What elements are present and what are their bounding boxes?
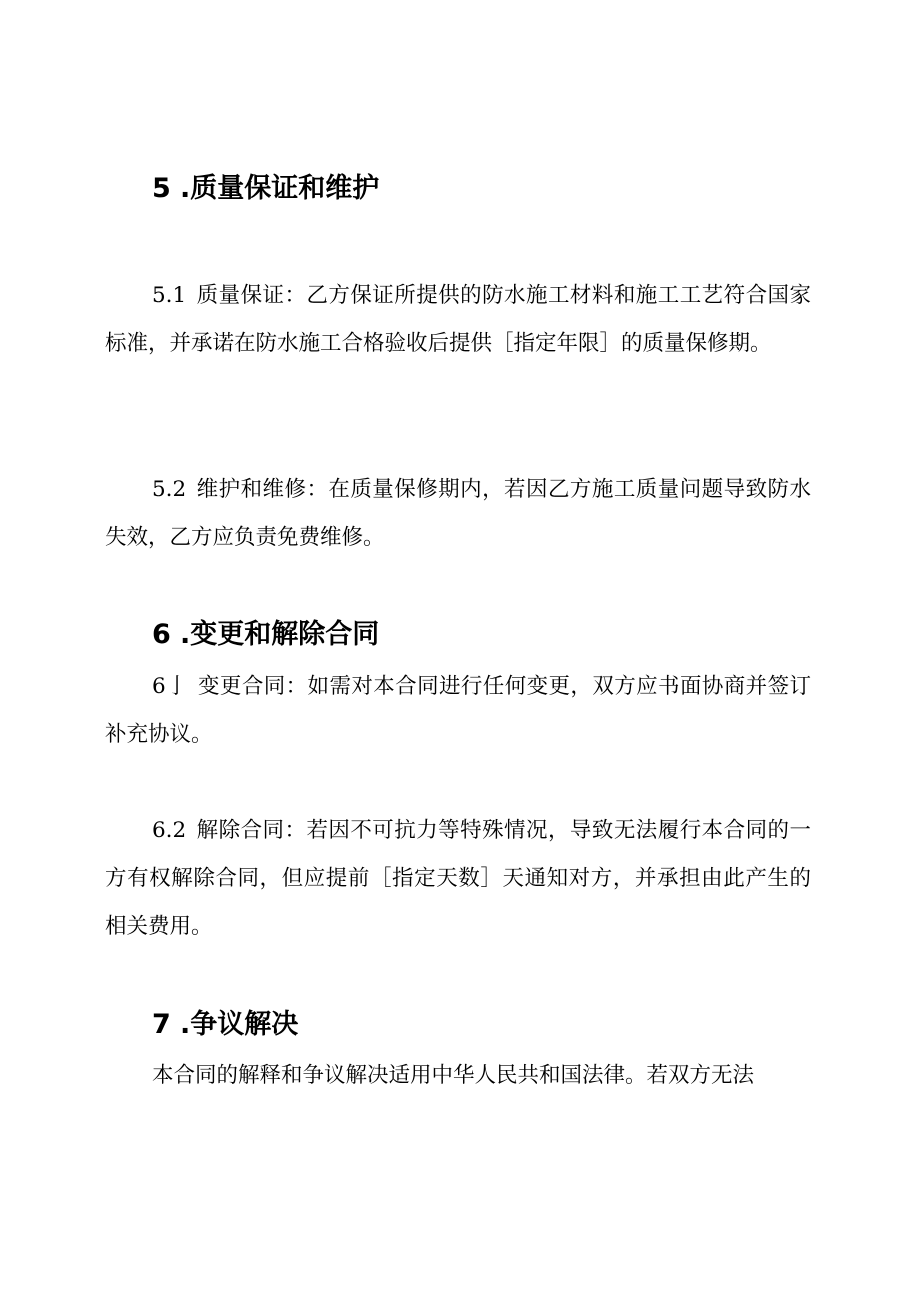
clause-text: 解除合同：若因不可抗力等特殊情况，导致无法履行本合同的一方有权解除合同，但应提前［指定天数］天通知对方，并承担由此产生的相关费用。 — [105, 818, 811, 939]
section-number: 5 — [152, 173, 171, 204]
paragraph-text: 本合同的解释和争议解决适用中华人民共和国法律。若双方无法 — [152, 1063, 755, 1088]
clause-number: 5.1 — [152, 283, 187, 308]
section-7-heading — [152, 1008, 298, 1042]
clause-text: 变更合同：如需对本合同进行任何变更，双方应书面协商并签订补充协议。 — [105, 674, 811, 747]
clause-text: 质量保证：乙方保证所提供的防水施工材料和施工工艺符合国家标准，并承诺在防水施工合格验收后提供［指定年限］的质量保修期。 — [105, 283, 811, 356]
section-title: .质量保证和维护 — [180, 173, 380, 204]
section-number: 6 — [152, 619, 171, 650]
section-5-heading — [152, 172, 379, 206]
section-title: .争议解决 — [180, 1009, 299, 1040]
clause-number: 6.2 — [152, 818, 187, 843]
clause-number: 6亅 — [152, 674, 188, 699]
clause-5-2 — [105, 466, 811, 562]
section-7-paragraph — [105, 1052, 811, 1100]
clause-6-2 — [105, 807, 811, 951]
section-number: 7 — [152, 1009, 171, 1040]
section-title: .变更和解除合同 — [180, 619, 380, 650]
clause-6-1 — [105, 663, 811, 759]
clause-5-1 — [105, 272, 811, 368]
section-6-heading — [152, 618, 379, 652]
clause-text: 维护和维修：在质量保修期内，若因乙方施工质量问题导致防水失效，乙方应负责免费维修。 — [105, 477, 811, 550]
clause-number: 5.2 — [152, 477, 187, 502]
